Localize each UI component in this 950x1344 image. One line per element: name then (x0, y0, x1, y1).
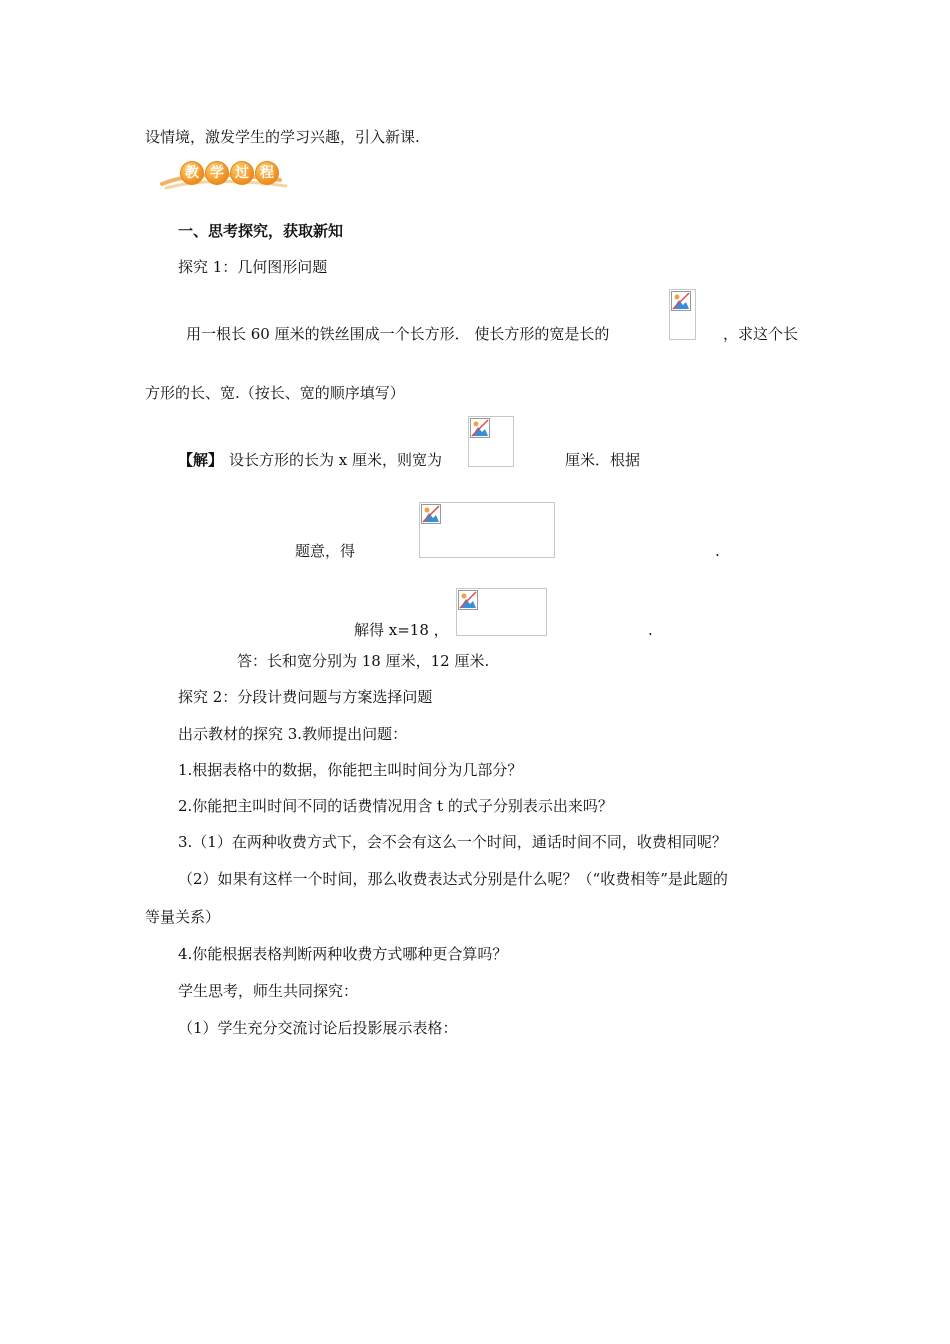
solution-text: 设长方形的长为 x 厘米，则宽为 (229, 451, 442, 469)
problem-1-line-2: 方形的长、宽.（按长、宽的顺序填写） (145, 384, 405, 402)
width-expression-image (468, 416, 514, 467)
equation-image (419, 502, 555, 558)
badge-char: 学 (205, 161, 229, 185)
inquiry-1-title: 探究 1：几何图形问题 (178, 258, 328, 276)
broken-image-icon (671, 291, 691, 311)
question-2: 2.你能把主叫时间不同的话费情况用含 t 的式子分别表示出来吗？ (178, 797, 613, 815)
heading-1: 一、思考探究，获取新知 (178, 222, 344, 240)
solve-period: . (648, 621, 653, 639)
fraction-image (669, 289, 696, 340)
badge-char: 教 (180, 161, 204, 185)
solution-unit: 厘米．根据 (565, 451, 641, 469)
broken-image-icon (421, 504, 441, 524)
teaching-process-badge (160, 158, 290, 192)
broken-image-icon (470, 418, 490, 438)
question-3b-line-1: （2）如果有这样一个时间，那么收费表达式分别是什么呢？（“收费相等”是此题的 (178, 870, 728, 888)
step-1: （1）学生充分交流讨论后投影展示表格： (178, 1019, 458, 1037)
problem-1-text: 用一根长 60 厘米的铁丝围成一个长方形． 使长方形的宽是长的 (186, 325, 610, 343)
students-think: 学生思考，师生共同探究： (178, 982, 359, 1000)
inquiry-2-title: 探究 2：分段计费问题与方案选择问题 (178, 688, 433, 706)
equation-period: . (715, 542, 720, 560)
question-3b-line-2: 等量关系） (145, 908, 221, 926)
question-4: 4.你能根据表格判断两种收费方式哪种更合算吗？ (178, 945, 508, 963)
solution-value-image (456, 588, 547, 636)
broken-image-icon (458, 590, 478, 610)
solution-label: 【解】 (178, 451, 224, 469)
question-1: 1.根据表格中的数据，你能把主叫时间分为几部分？ (178, 761, 523, 779)
problem-1-text-end: ，求这个长 (723, 325, 799, 343)
show-textbook: 出示教材的探究 3.教师提出问题： (178, 725, 408, 743)
question-3a: 3.（1）在两种收费方式下，会不会有这么一个时间，通话时间不同，收费相同呢？ (178, 833, 727, 851)
intro-line: 设情境，激发学生的学习兴趣，引入新课. (145, 128, 420, 146)
solve-prefix: 解得 x=18 ， (354, 621, 449, 639)
equation-prefix: 题意，得 (295, 542, 356, 560)
badge-char: 程 (255, 161, 279, 185)
answer: 答：长和宽分别为 18 厘米，12 厘米. (237, 652, 490, 670)
badge-char: 过 (230, 161, 254, 185)
